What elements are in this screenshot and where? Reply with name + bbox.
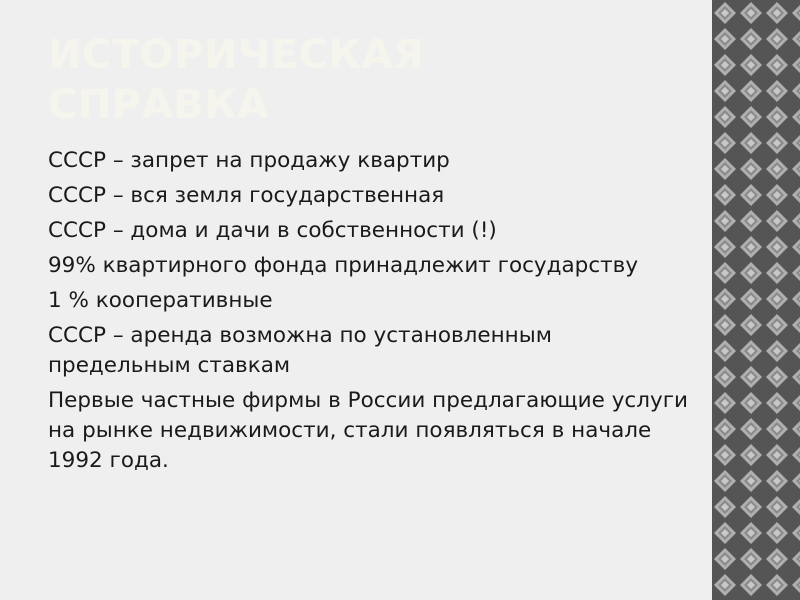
bullet-item: СССР – запрет на продажу квартир (48, 148, 450, 173)
slide-title-line-1: ИСТОРИЧЕСКАЯ (48, 32, 425, 78)
bullet-item: СССР – дома и дачи в собственности (!) (48, 218, 497, 243)
bullet-item: Первые частные фирмы в России предлагающие услуги на рынке недвижимости, стали появляться в начале 1992 года. (48, 388, 688, 473)
slide-title-line-2: СПРАВКА (48, 82, 269, 128)
bullet-item: СССР – вся земля государственная (48, 183, 445, 208)
bullet-item: 99% квартирного фонда принадлежит государству (48, 253, 639, 278)
bullet-item: СССР – аренда возможна по установленным предельным ставкам (48, 323, 552, 378)
slide-title (48, 30, 688, 130)
bullet-list (48, 146, 698, 481)
bullet-item: 1 % кооперативные (48, 288, 273, 313)
decorative-diamond-pattern (712, 0, 800, 600)
